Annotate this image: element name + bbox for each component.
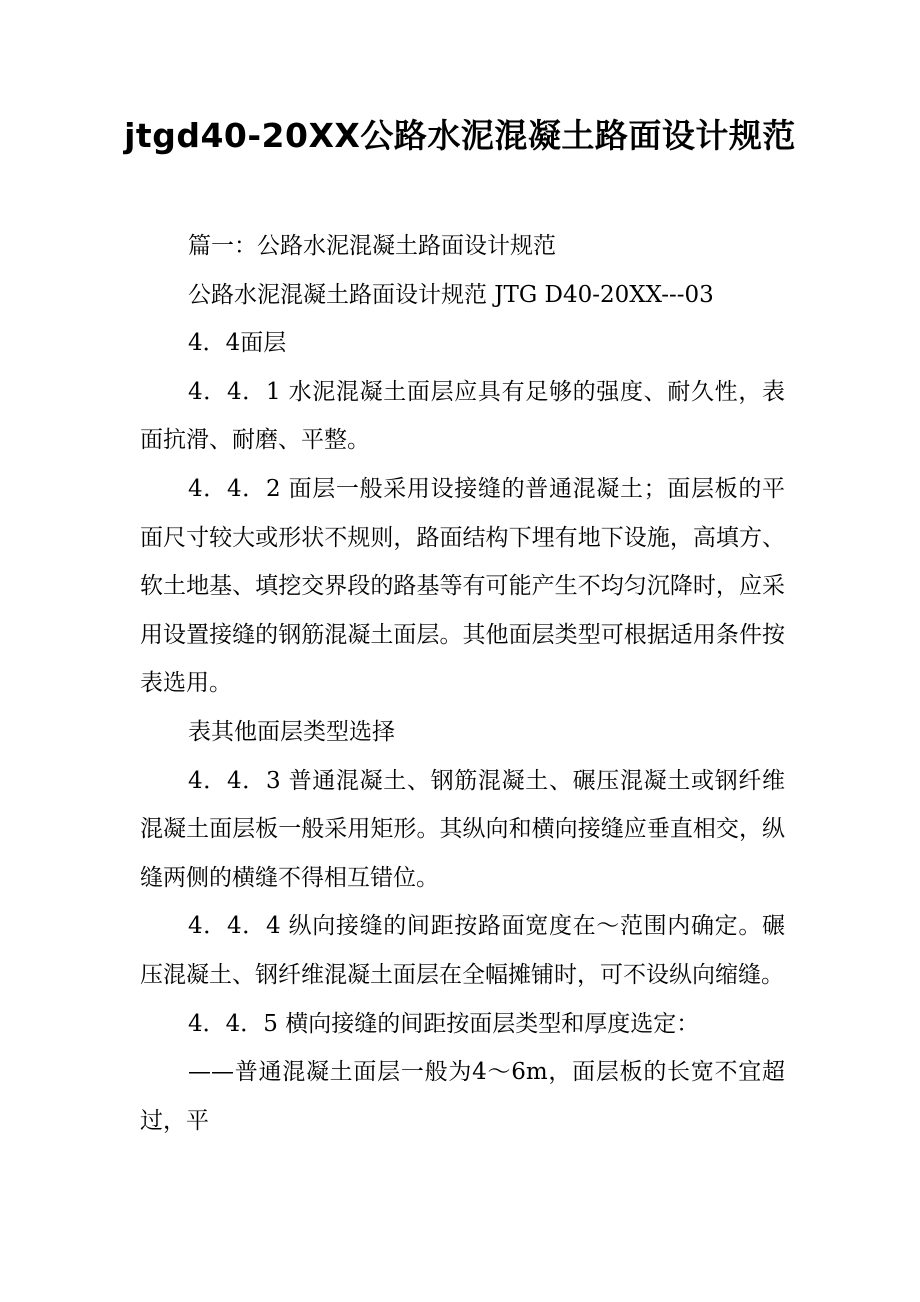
document-body: [140, 222, 785, 1145]
paragraph-clause-4-4-1: 4．4．1 水泥混凝土面层应具有足够的强度、耐久性，表面抗滑、耐磨、平整。: [140, 378, 785, 454]
paragraph-clause-4-4-5: 4．4．5 横向接缝的间距按面层类型和厚度选定：: [188, 1010, 700, 1037]
paragraph-clause-4-4: 4．4面层: [188, 330, 287, 357]
paragraph-ordinary-concrete: ——普通混凝土面层一般为4～6m，面层板的长宽不宜超过，平: [140, 1059, 785, 1134]
paragraph-clause-4-4-2: 4．4．2 面层一般采用设接缝的普通混凝土；面层板的平面尺寸较大或形状不规则，路面结构下埋有地下设施，高填方、软土地基、填挖交界段的路基等有可能产生不均匀沉降时，应采用设置接缝的钢筋混凝土面层。其他面层类型可根据适用条件按表选用。: [140, 475, 785, 697]
paragraph-table-caption: 表其他面层类型选择: [188, 718, 395, 745]
paragraph-spec-reference: 公路水泥混凝土路面设计规范 JTG D40-20XX---03: [188, 281, 714, 308]
paragraph-section-heading: 篇一：公路水泥混凝土路面设计规范: [188, 233, 556, 259]
paragraph-clause-4-4-4: 4．4．4 纵向接缝的间距按路面宽度在～范围内确定。碾压混凝土、钢纤维混凝土面层在全幅摊铺时，可不设纵向缩缝。: [140, 913, 785, 988]
paragraph-clause-4-4-3: 4．4．3 普通混凝土、钢筋混凝土、碾压混凝土或钢纤维混凝土面层板一般采用矩形。其纵向和横向接缝应垂直相交，纵缝两侧的横缝不得相互错位。: [140, 767, 785, 891]
document-title: jtgd40-20XX公路水泥混凝土路面设计规范: [124, 116, 796, 155]
